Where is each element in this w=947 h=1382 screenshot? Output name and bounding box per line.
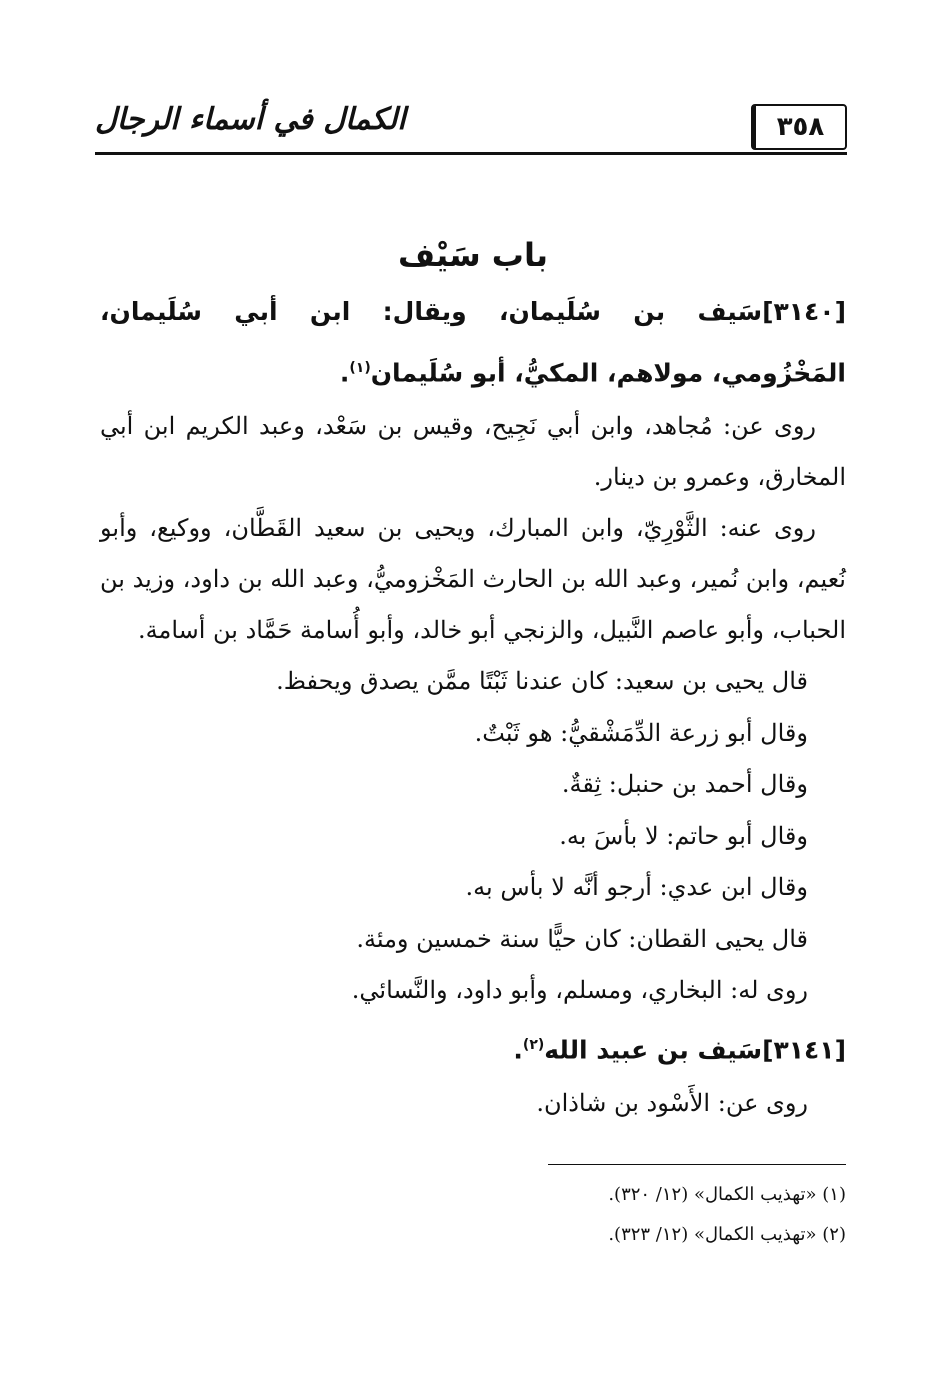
entry-number: [٣١٤٠] [762, 297, 846, 326]
quote-line: وقال أبو زرعة الدِّمَشْقيُّ: هو ثَبْتٌ. [474, 718, 808, 747]
header-rule [95, 152, 847, 155]
footnote-rule [548, 1164, 846, 1165]
entry-heading-text: سَيف بن سُلَيمان، ويقال: ابن أبي سُلَيمان، المَخْزُومي، مولاهم، المكيُّ، أبو سُلَيمان [100, 297, 846, 388]
running-title: الكمال في أسماء الرجال [95, 102, 406, 137]
main-text [100, 226, 846, 1130]
entry-heading-text: سَيف بن عبيد الله [544, 1035, 763, 1065]
footnote-1: (١) «تهذيب الكمال» (١٢/ ٣٢٠). [608, 1184, 846, 1205]
quote-line: وقال ابن عدي: أرجو أنَّه لا بأس به. [465, 873, 808, 902]
entry-number: [٣١٤١] [762, 1035, 846, 1065]
entry-heading-3141 [100, 1017, 846, 1078]
narrated-from-paragraph: روى عن: مُجاهد، وابن أبي نَجِيح، وقيس بن سَعْد، وعبد الكريم ابن أبي المخارق، وعمرو بن دينار. [100, 412, 846, 492]
chapter-title: باب سَيْف [398, 236, 548, 274]
heading-end: . [513, 1035, 523, 1065]
quote-line: روى عن: الأَسْود بن شاذان. [536, 1089, 808, 1118]
page-number: ٣٥٨ [751, 104, 847, 150]
footnote-2: (٢) «تهذيب الكمال» (١٢/ ٣٢٣). [608, 1224, 846, 1245]
quote-line: وقال أحمد بن حنبل: ثِقةٌ. [561, 770, 808, 799]
heading-end: . [339, 358, 350, 388]
narrated-by-paragraph: روى عنه: الثَّوْرِيّ، وابن المبارك، ويحيى بن سعيد القَطَّان، ووكيع، وأبو نُعيم، وابن نُمير، وعبد الله بن الحارث المَخْزوميُّ، وعبد الله بن داود، وزيد بن الحباب، وأبو عاصم النَّبيل، والزنجي أبو خالد، وأبو أُسامة حَمَّاد بن أسامة. [100, 514, 846, 645]
footnote-ref: (٢) [522, 1036, 545, 1053]
page-header [95, 98, 847, 156]
quote-line: وقال أبو حاتم: لا بأسَ به. [559, 821, 808, 850]
quote-line: قال يحيى القطان: كان حيًّا سنة خمسين ومئة. [356, 924, 808, 953]
entry-heading-3140 [100, 284, 846, 401]
footnote-ref: (١) [349, 360, 371, 376]
quote-line: قال يحيى بن سعيد: كان عندنا ثَبْتًا ممَّن يصدق ويحفظ. [276, 667, 808, 696]
quote-line: روى له: البخاري، ومسلم، وأبو داود، والنَّسائي. [351, 976, 808, 1005]
